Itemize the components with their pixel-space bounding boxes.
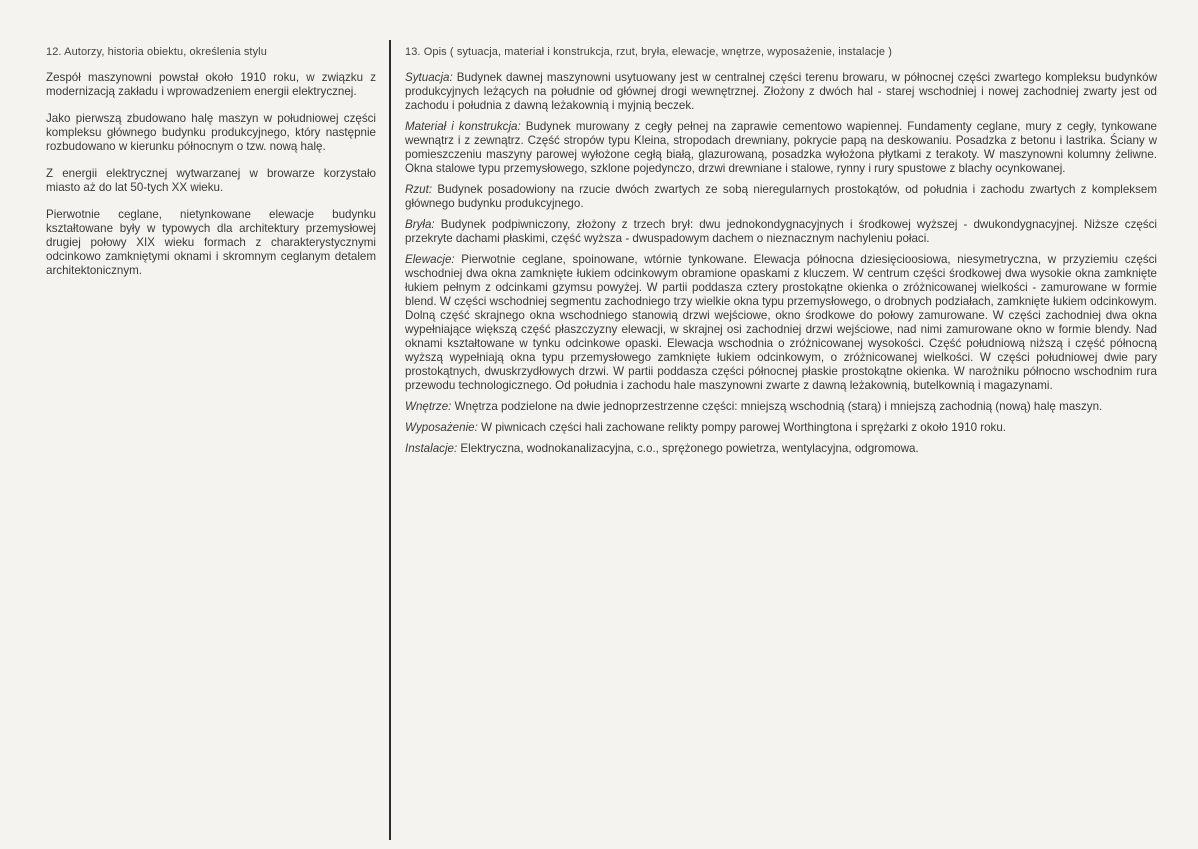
section-plan	[405, 183, 1157, 211]
section-label: Sytuacja:	[405, 71, 453, 84]
description-heading: 13. Opis ( sytuacja, materiał i konstrukcja, rzut, bryła, elewacje, wnętrze, wyposażenie, instalacje )	[405, 46, 893, 58]
section-text: Budynek murowany z cegły pełnej na zaprawie cementowo wapiennej. Fundamenty ceglane, mury z cegły, tynkowane wewnątrz i z zewnątrz. Część stropów typu Kleina, stropodach drewniany, pokrycie papą na deskowaniu. Posadzka z betonu i lastrika. Ściany w pomieszczeniu maszyny parowej wyłożone cegłą białą, glazurowaną, posadzka wyłożona płytkami z terakoty. W maszynowni kolumny żeliwne. Okna stalowe typu przemysłowego, szklone pojedynczo, drzwi drewniane i stalowe, rynny i rury spustowe z blachy ocynkowanej.	[405, 120, 1157, 175]
section-label: Rzut:	[405, 183, 433, 196]
section-interior	[405, 400, 1157, 414]
section-label: Elewacje:	[405, 253, 455, 266]
section-material	[405, 120, 1157, 176]
history-paragraph: Zespół maszynowni powstał około 1910 roku, w związku z modernizacją zakładu i wprowadzeniem energii elektrycznej.	[46, 71, 376, 98]
history-paragraph: Pierwotnie ceglane, nietynkowane elewacje budynku kształtowane były w typowych dla architektury przemysłowej drugiej połowy XIX wieku formach z charakterystycznymi odcinkowo zamkniętymi oknami i skromnym ceglanym detalem architektonicznym.	[46, 208, 376, 277]
history-paragraph: Z energii elektrycznej wytwarzanej w browarze korzystało miasto aż do lat 50-tych XX wieku.	[46, 167, 376, 194]
section-label: Wyposażenie:	[405, 421, 478, 434]
section-text: Budynek podpiwniczony, złożony z trzech brył: dwu jednokondygnacyjnych i środkowej wyższej - dwukondygnacyjnej. Niższe części przekryte dachami płaskimi, część wyższa - dwuspadowym dachem o nieznacznym nachyleniu połaci.	[405, 218, 1157, 245]
section-text: W piwnicach części hali zachowane relikty pompy parowej Worthingtona i sprężarki z około 1910 roku.	[477, 421, 1007, 434]
description-column	[405, 46, 1157, 463]
section-elevations	[405, 253, 1157, 393]
section-equipment	[405, 421, 1157, 435]
section-text: Elektryczna, wodnokanalizacyjna, c.o., sprężonego powietrza, wentylacyjna, odgromowa.	[457, 442, 919, 455]
section-label: Materiał i konstrukcja:	[405, 120, 521, 133]
section-situation	[405, 71, 1157, 113]
column-divider	[389, 40, 391, 840]
history-column	[46, 46, 376, 291]
section-text: Budynek posadowiony na rzucie dwóch zwartych ze sobą nieregularnych prostokątów, od południa i zachodu zwartych z kompleksem głównego budynku produkcyjnego.	[405, 183, 1157, 210]
section-text: Wnętrza podzielone na dwie jednoprzestrzenne części: mniejszą wschodnią (starą) i mniejszą zachodnią (nową) halę maszyn.	[451, 400, 1103, 413]
section-text: Pierwotnie ceglane, spoinowane, wtórnie tynkowane. Elewacja północna dziesięcioosiowa, niesymetryczna, w przyziemiu części wschodniej dwa okna zamknięte łukiem odcinkowym obramione opaskami z kluczem. W centrum części środkowej dwa wysokie okna zamknięte łukiem pełnym z odcinkami gzymsu powyżej. W partii poddasza cztery prostokątne okienka o zróżnicowanej wielkości - zamurowane w formie blend. W części wschodniej segmentu zachodniego trzy wielkie okna typu przemysłowego, o drobnych podziałach, zamknięte łukiem odcinkowym. Dolną część skrajnego okna wschodniego stanowią drzwi wejściowe, okno środkowe do połowy zamurowane. W części zachodniej dwa okna wypełniające większą część płaszczyzny elewacji, w skrajnej osi zachodniej drzwi wejściowe, nad nimi zamurowane okno w formie blendy. Nad oknami kształtowane w tynku odcinkowe opaski. Elewacja wschodnia o zróżnicowanej wysokości. Część południową niższą i część północną wyższą wypełniają okna typu przemysłowego zamknięte łukiem odcinkowym, o zróżnicowanej wielkości. W części południowej dwie pary prostokątnych, dwuskrzydłowych drzwi. W partii poddasza części północnej płaskie prostokątne okienka. W narożniku północno wschodnim rura przewodu technologicznego. Od południa i zachodu hale maszynowni zwarte z dawną leżakownią, butelkownią i magazynami.	[405, 253, 1157, 392]
section-label: Wnętrze:	[405, 400, 452, 413]
section-massing	[405, 218, 1157, 246]
section-label: Bryła:	[405, 218, 435, 231]
history-paragraph: Jako pierwszą zbudowano halę maszyn w południowej części kompleksu głównego budynku produkcyjnego, który następnie rozbudowano w kierunku północnym o tzw. nową halę.	[46, 112, 376, 153]
section-label: Instalacje:	[405, 442, 458, 455]
section-text: Budynek dawnej maszynowni usytuowany jest w centralnej części terenu browaru, w północnej części zwartego kompleksu budynków produkcyjnych leżących na południe od głównej drogi wewnętrznej. Złożony z dwóch hal - starej wschodniej i nowej zachodniej zwarty jest od zachodu i południa z dawną leżakownią i myjnią beczek.	[405, 71, 1157, 112]
history-heading: 12. Autorzy, historia obiektu, określenia stylu	[46, 46, 267, 58]
section-installations	[405, 442, 1157, 456]
